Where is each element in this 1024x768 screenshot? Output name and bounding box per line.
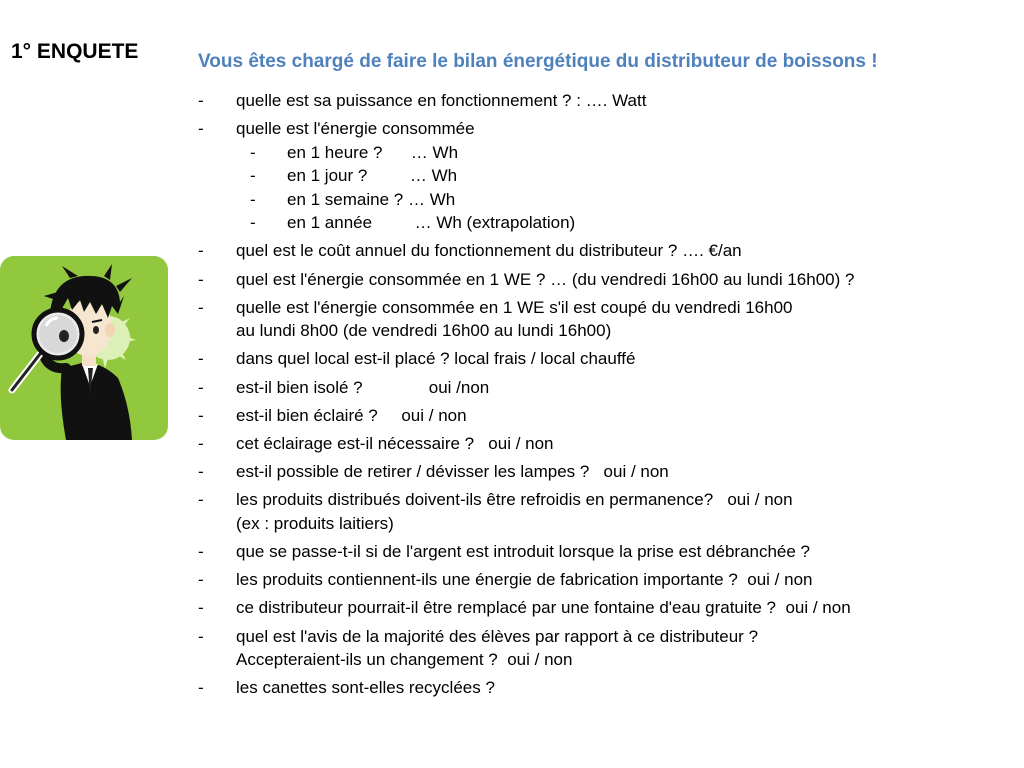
question-line: les canettes sont-elles recyclées ?	[236, 678, 495, 698]
sub-item-text: en 1 année … Wh (extrapolation)	[287, 213, 576, 233]
question-item	[198, 568, 1008, 592]
bullet-dash: -	[198, 405, 204, 425]
question-line: quel est l'avis de la majorité des élèves par rapport à ce distributeur ?	[236, 626, 759, 646]
question-text	[236, 625, 1008, 672]
question-item	[198, 117, 1008, 235]
question-line: est-il possible de retirer / dévisser les lampes ? oui / non	[236, 462, 669, 482]
sub-item	[236, 164, 1008, 188]
bullet-dash: -	[198, 462, 204, 482]
question-line: quelle est l'énergie consommée	[236, 119, 475, 139]
question-text	[236, 347, 1008, 371]
question-line: les produits contiennent-ils une énergie de fabrication importante ? oui / non	[236, 570, 813, 590]
bullet-dash: -	[198, 490, 204, 510]
question-text	[236, 460, 1008, 484]
question-text	[236, 268, 1008, 292]
question-text	[236, 117, 1008, 235]
bullet-dash: -	[198, 119, 204, 139]
question-line: quelle est l'énergie consommée en 1 WE s'il est coupé du vendredi 16h00	[236, 297, 793, 317]
bullet-dash: -	[250, 213, 256, 233]
bullet-dash: -	[250, 142, 256, 162]
bullet-dash: -	[198, 349, 204, 369]
question-item	[198, 460, 1008, 484]
bullet-dash: -	[250, 189, 256, 209]
question-line: (ex : produits laitiers)	[236, 513, 394, 533]
sub-item	[236, 211, 1008, 235]
question-text	[236, 488, 1008, 535]
bullet-dash: -	[198, 434, 204, 453]
question-item	[198, 268, 1008, 292]
bullet-dash: -	[198, 678, 204, 698]
bullet-dash: -	[198, 598, 204, 618]
question-text	[236, 404, 1008, 428]
question-item	[198, 488, 1008, 535]
question-line: que se passe-t-il si de l'argent est introduit lorsque la prise est débranchée ?	[236, 542, 811, 562]
question-item	[198, 376, 1008, 400]
question-list	[198, 89, 1008, 705]
sub-item-text: en 1 semaine ? … Wh	[287, 189, 456, 209]
question-text	[236, 376, 1008, 400]
page-subtitle: Vous êtes chargé de faire le bilan énergétique du distributeur de boissons !	[198, 51, 878, 72]
sub-item-text: en 1 jour ? … Wh	[287, 166, 458, 186]
question-item	[198, 540, 1008, 564]
question-line: est-il bien isolé ? oui /non	[236, 377, 490, 397]
question-line: dans quel local est-il placé ? local frais / local chauffé	[236, 349, 636, 369]
bullet-dash: -	[250, 166, 256, 186]
question-line: cet éclairage est-il nécessaire ? oui / non	[236, 434, 554, 453]
question-line: quel est l'énergie consommée en 1 WE ? … (du vendredi 16h00 au lundi 16h00) ?	[236, 269, 855, 289]
question-item	[198, 676, 1008, 700]
bullet-dash: -	[198, 241, 204, 261]
question-line: quelle est sa puissance en fonctionnement ? : …. Watt	[236, 91, 647, 110]
question-line: les produits distribués doivent-ils être refroidis en permanence? oui / non	[236, 490, 793, 510]
question-text	[236, 540, 1008, 564]
page-title: 1° ENQUETE	[11, 40, 139, 63]
bullet-dash: -	[198, 542, 204, 562]
question-line: quel est le coût annuel du fonctionnement du distributeur ? …. €/an	[236, 241, 742, 261]
bullet-dash: -	[198, 377, 204, 397]
question-text	[236, 89, 1008, 113]
bullet-dash: -	[198, 297, 204, 317]
question-line: Accepteraient-ils un changement ? oui / non	[236, 650, 573, 670]
sub-item	[236, 141, 1008, 165]
question-item	[198, 296, 1008, 343]
question-item	[198, 239, 1008, 263]
question-text	[236, 596, 1008, 620]
question-text	[236, 676, 1008, 700]
question-item	[198, 347, 1008, 371]
bullet-dash: -	[198, 626, 204, 646]
question-item	[198, 596, 1008, 620]
question-text	[236, 568, 1008, 592]
question-line: est-il bien éclairé ? oui / non	[236, 405, 467, 425]
bullet-dash: -	[198, 570, 204, 590]
question-item	[198, 404, 1008, 428]
question-text	[236, 432, 1008, 456]
bullet-dash: -	[198, 91, 204, 110]
question-text	[236, 239, 1008, 263]
sub-item-text: en 1 heure ? … Wh	[287, 142, 459, 162]
sub-item	[236, 188, 1008, 212]
question-line: ce distributeur pourrait-il être remplacé par une fontaine d'eau gratuite ? oui / non	[236, 598, 851, 618]
question-item	[198, 89, 1008, 113]
question-text	[236, 296, 1008, 343]
bullet-dash: -	[198, 269, 204, 289]
question-item	[198, 432, 1008, 456]
detective-illustration	[0, 256, 168, 440]
question-item	[198, 625, 1008, 672]
question-line: au lundi 8h00 (de vendredi 16h00 au lundi 16h00)	[236, 321, 612, 341]
